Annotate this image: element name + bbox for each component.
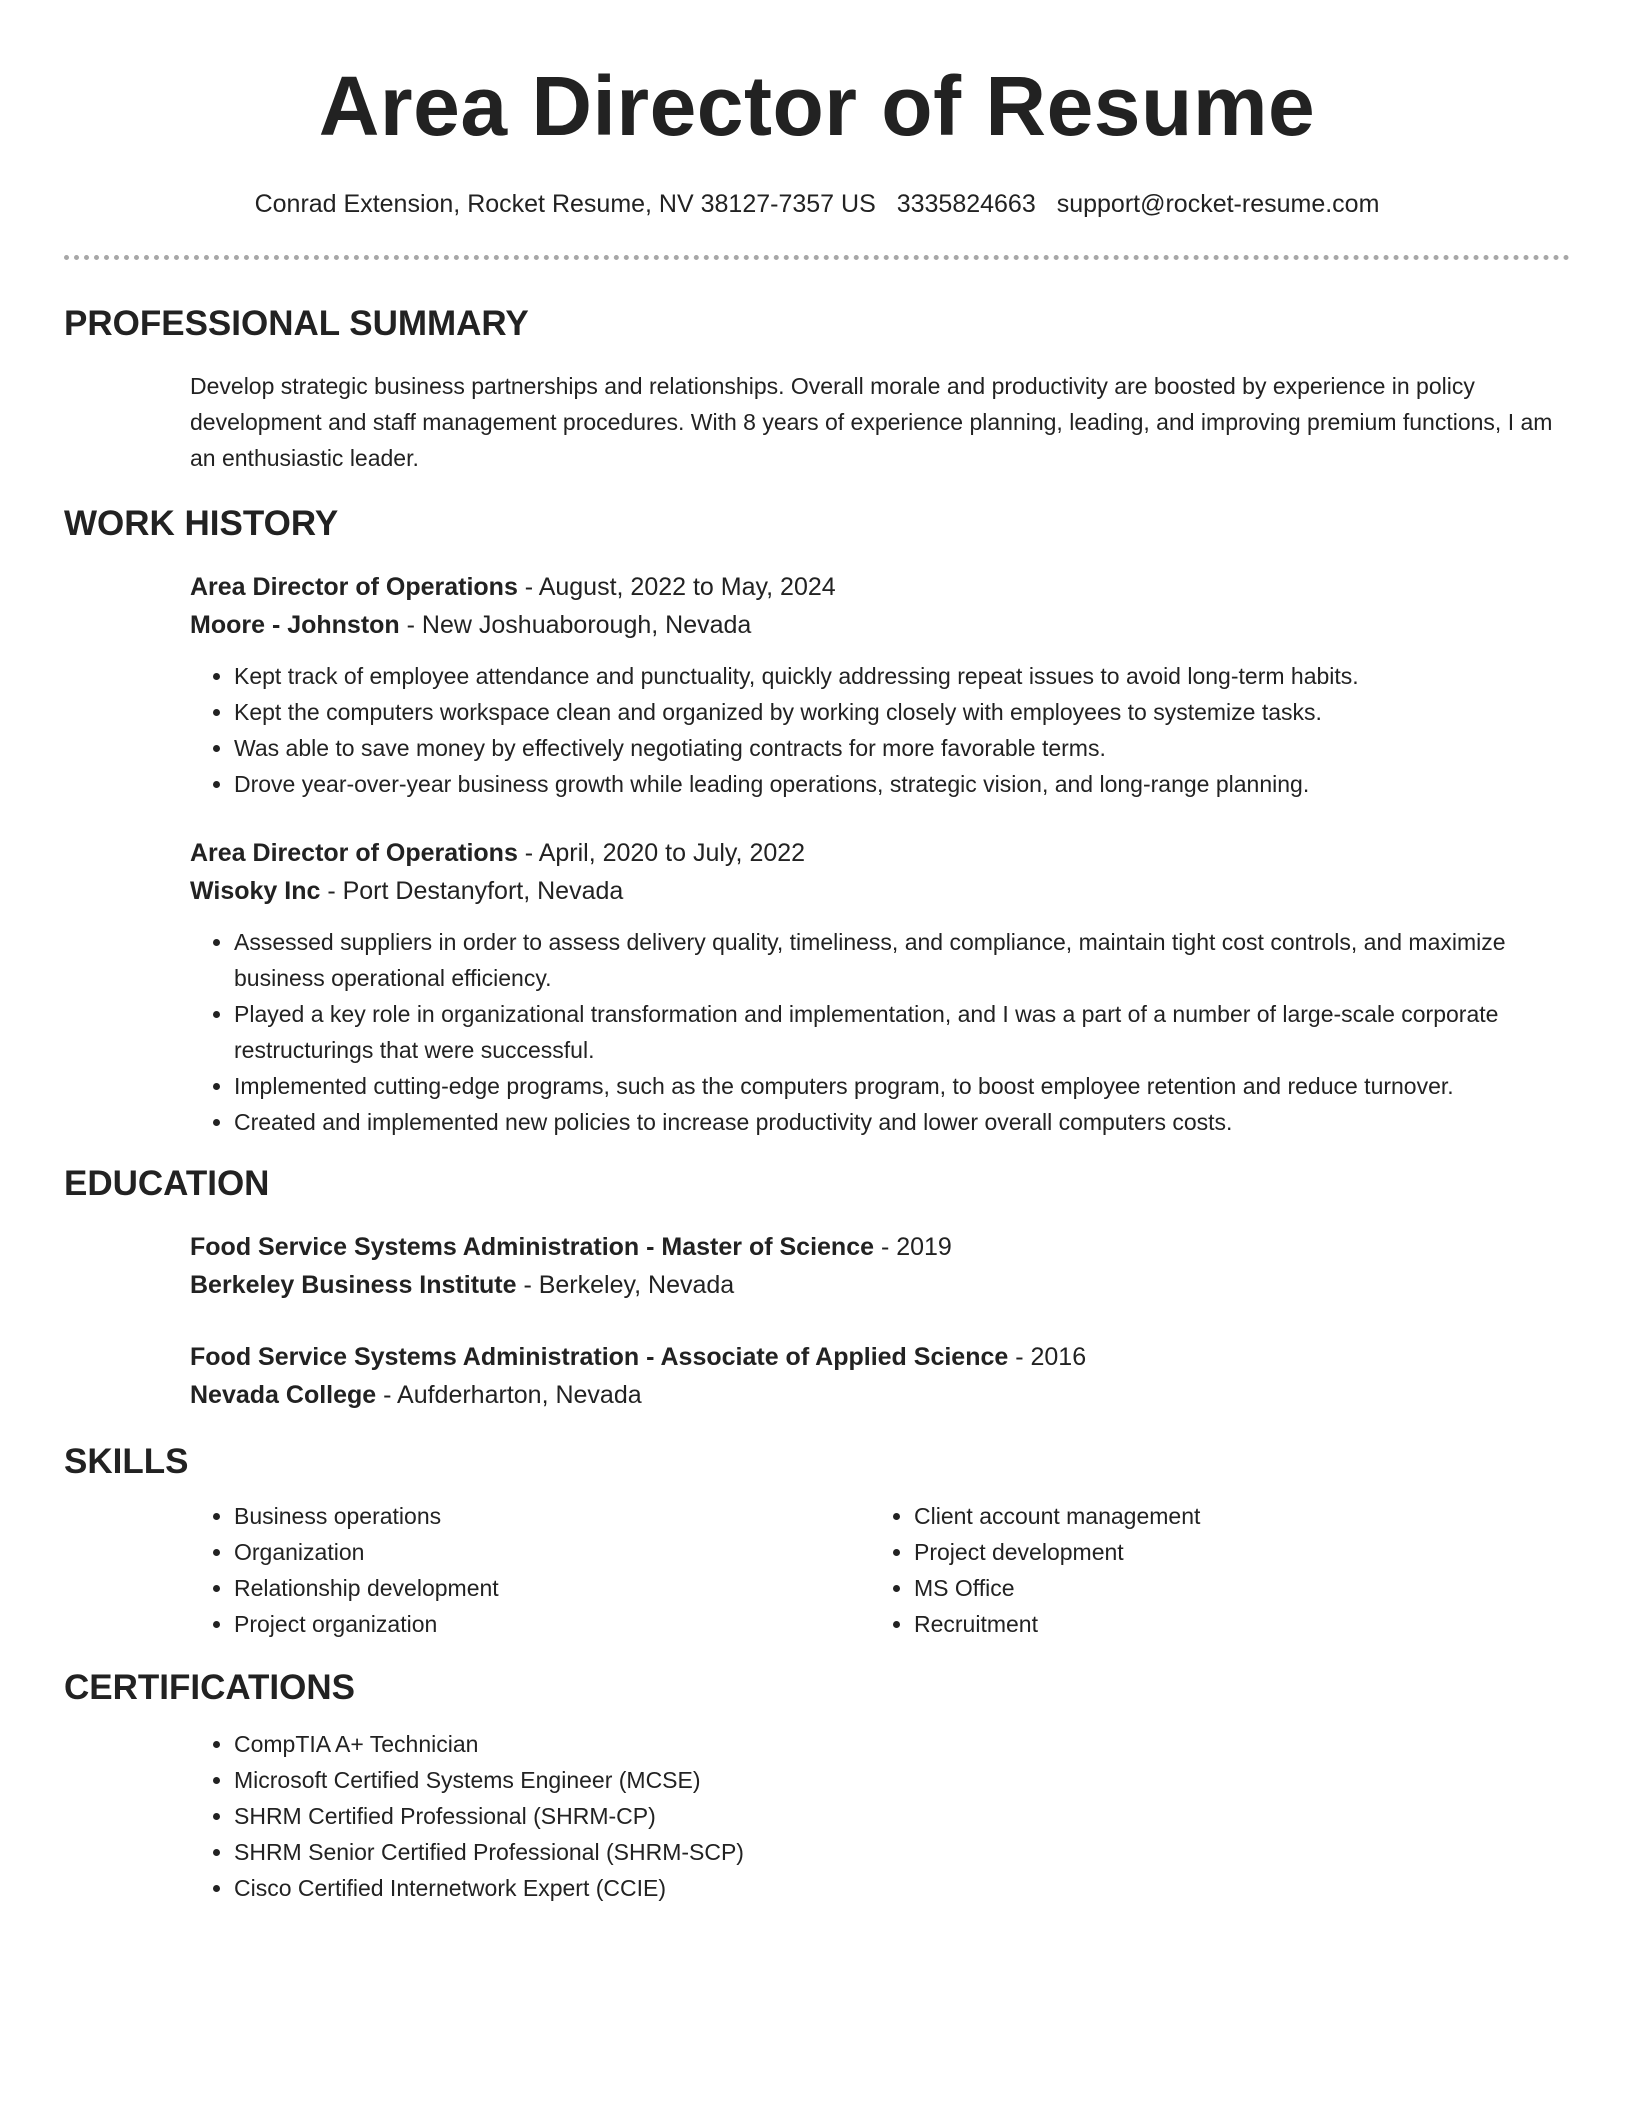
skill-item: • Client account management — [914, 1498, 1550, 1534]
education-degree: Food Service Systems Administration - Associate of Applied Science — [190, 1343, 1009, 1371]
job-company: Moore - Johnston — [190, 611, 400, 639]
job-bullet: • Played a key role in organizational transformation and implementation, and I was a part of a number of large-scale corporate restructurings that were successful. — [234, 996, 1570, 1068]
skill-item: • Project development — [914, 1534, 1550, 1570]
certifications-list — [190, 1726, 1570, 1906]
certification-item: • Microsoft Certified Systems Engineer (MCSE) — [234, 1762, 1570, 1798]
education-degree-line — [190, 1338, 1570, 1376]
job-position: Area Director of Operations — [190, 573, 518, 601]
skill-item: • Organization — [234, 1534, 870, 1570]
job-company: Wisoky Inc — [190, 877, 321, 905]
skill-item: • Business operations — [234, 1498, 870, 1534]
education-degree: Food Service Systems Administration - Master of Science — [190, 1233, 874, 1261]
education-school-line — [190, 1376, 1570, 1414]
job-entry — [190, 834, 1570, 1140]
job-bullet: • Created and implemented new policies to increase productivity and lower overall computers costs. — [234, 1104, 1570, 1140]
education-year: - 2019 — [874, 1233, 952, 1261]
resume-page — [64, 0, 1570, 1906]
education-school: Nevada College — [190, 1381, 377, 1409]
certification-item: • Cisco Certified Internetwork Expert (CCIE) — [234, 1870, 1570, 1906]
education-degree-line — [190, 1228, 1570, 1266]
job-bullets — [190, 658, 1570, 802]
job-title-line — [190, 568, 1570, 606]
header-divider — [64, 255, 1570, 260]
job-bullets — [190, 924, 1570, 1140]
job-location: - New Joshuaborough, Nevada — [399, 611, 752, 639]
section-title-certifications: CERTIFICATIONS — [64, 1668, 356, 1707]
skills-grid — [190, 1498, 1570, 1642]
contact-line — [64, 188, 1570, 220]
job-company-line — [190, 872, 1570, 910]
education-school: Berkeley Business Institute — [190, 1271, 517, 1299]
skills-list — [870, 1498, 1550, 1642]
job-bullet: • Drove year-over-year business growth while leading operations, strategic vision, and long-range planning. — [234, 766, 1570, 802]
education-year: - 2016 — [1008, 1343, 1087, 1371]
contact-address: Conrad Extension, Rocket Resume, NV 38127-7357 US — [254, 190, 876, 218]
skills-list — [190, 1498, 870, 1642]
job-title-line — [190, 834, 1570, 872]
section-title-work-history: WORK HISTORY — [64, 504, 339, 543]
skill-item: • Relationship development — [234, 1570, 870, 1606]
certification-item: • SHRM Senior Certified Professional (SHRM-SCP) — [234, 1834, 1570, 1870]
job-bullet: • Was able to save money by effectively negotiating contracts for more favorable terms. — [234, 730, 1570, 766]
job-bullet: • Assessed suppliers in order to assess delivery quality, timeliness, and compliance, maintain tight cost controls, and maximize business operational efficiency. — [234, 924, 1570, 996]
contact-email: support@rocket-resume.com — [1056, 190, 1380, 218]
job-dates: - August, 2022 to May, 2024 — [517, 573, 836, 601]
section-title-education: EDUCATION — [64, 1164, 270, 1203]
education-location: - Aufderharton, Nevada — [376, 1381, 642, 1409]
section-title-summary: PROFESSIONAL SUMMARY — [64, 304, 529, 343]
education-entry — [190, 1228, 1570, 1304]
job-bullet: • Implemented cutting-edge programs, such as the computers program, to boost employee retention and reduce turnover. — [234, 1068, 1570, 1104]
job-location: - Port Destanyfort, Nevada — [320, 877, 624, 905]
certification-item: • CompTIA A+ Technician — [234, 1726, 1570, 1762]
skill-item: • MS Office — [914, 1570, 1550, 1606]
education-school-line — [190, 1266, 1570, 1304]
resume-name: Area Director of Resume — [318, 59, 1316, 153]
job-position: Area Director of Operations — [190, 839, 518, 867]
section-title-skills: SKILLS — [64, 1442, 189, 1481]
job-bullet: • Kept the computers workspace clean and organized by working closely with employees to systemize tasks. — [234, 694, 1570, 730]
education-location: - Berkeley, Nevada — [516, 1271, 735, 1299]
contact-phone: 3335824663 — [896, 190, 1036, 218]
summary-text: Develop strategic business partnerships and relationships. Overall morale and productivity are boosted by experience in policy development and staff management procedures. With 8 years of experience planning, leading, and improving premium functions, I am an enthusiastic leader. — [190, 373, 1553, 471]
skills-column-right — [870, 1498, 1550, 1642]
skill-item: • Recruitment — [914, 1606, 1550, 1642]
skill-item: • Project organization — [234, 1606, 870, 1642]
skills-column-left — [190, 1498, 870, 1642]
job-dates: - April, 2020 to July, 2022 — [517, 839, 806, 867]
education-entry — [190, 1338, 1570, 1414]
job-entry — [190, 568, 1570, 802]
job-bullet: • Kept track of employee attendance and punctuality, quickly addressing repeat issues to avoid long-term habits. — [234, 658, 1570, 694]
job-company-line — [190, 606, 1570, 644]
certification-item: • SHRM Certified Professional (SHRM-CP) — [234, 1798, 1570, 1834]
